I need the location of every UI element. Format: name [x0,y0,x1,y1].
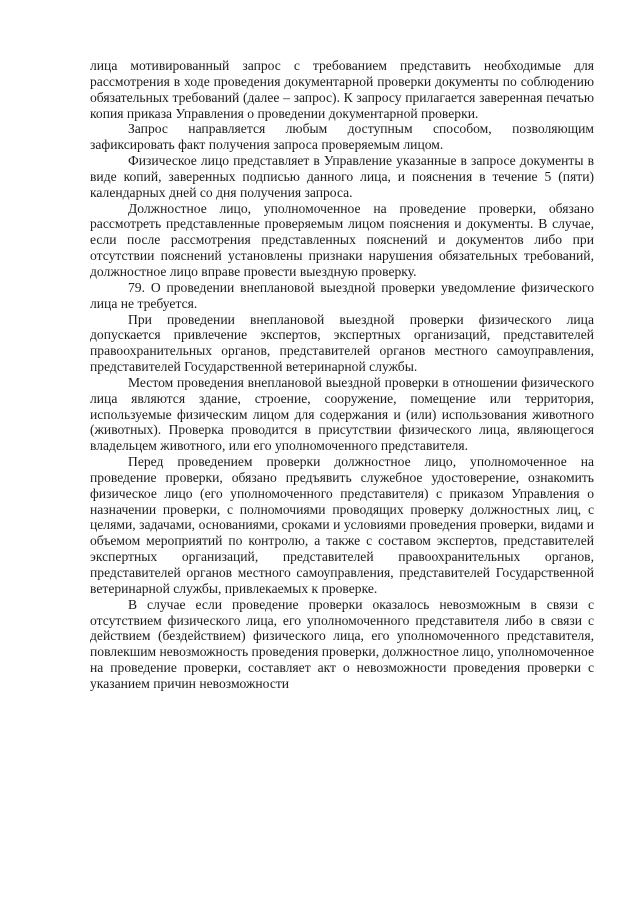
paragraph-documents-submission: Физическое лицо представляет в Управление указанные в запросе документы в виде копий, заверенных подписью данного лица, и пояснения в течение 5 (пяти) календарных дней со дня получения запроса. [90,153,594,200]
document-page [90,58,594,692]
paragraph-experts-involvement: При проведении внеплановой выездной проверки физического лица допускается привлечение экспертов, экспертных организаций, представителей правоохранительных органов, представителей органов местного самоуправления, представителей Государственной ветеринарной службы. [90,311,594,375]
paragraph-item-79: 79. О проведении внеплановой выездной проверки уведомление физического лица не требуется. [90,279,594,311]
paragraph-before-inspection: Перед проведением проверки должностное лицо, уполномоченное на проведение проверки, обязано предъявить служебное удостоверение, ознакомить физическое лицо (его уполномоченного представителя) с приказом Управления о назначении проверки, с полномочиями проводящих проверку должностных лиц, с целями, задачами, основаниями, сроками и условиями проведения проверки, видами и объемом мероприятий по контролю, а также с составом экспертов, представителей экспертных организаций, представителей правоохранительных органов, представителей органов местного самоуправления, представителей Государственной ветеринарной службы, привлекаемых к проверке. [90,454,594,596]
paragraph-inspection-location: Местом проведения внеплановой выездной проверки в отношении физического лица являются здание, строение, сооружение, помещение или территория, используемые физическим лицом для содержания и (или) использования животного (животных). Проверка проводится в присутствии физического лица, являющегося владельцем животного, или его уполномоченного представителя. [90,374,594,454]
paragraph-official-review: Должностное лицо, уполномоченное на проведение проверки, обязано рассмотреть представленные проверяемым лицом пояснения и документы. В случае, если после рассмотрения представленных пояснений и документов либо при отсутствии пояснений установлены признаки нарушения обязательных требований, должностное лицо вправе провести выездную проверку. [90,200,594,279]
paragraph-request-delivery: Запрос направляется любым доступным способом, позволяющим зафиксировать факт получения запроса проверяемым лицом. [90,121,594,153]
paragraph-request-intro: лица мотивированный запрос с требованием представить необходимые для рассмотрения в ходе проведения документарной проверки документы по соблюдению обязательных требований (далее – запрос). К запросу прилагается заверенная печатью копия приказа Управления о проведении документарной проверки. [90,58,594,121]
paragraph-impossibility: В случае если проведение проверки оказалось невозможным в связи с отсутствием физического лица, его уполномоченного представителя либо в связи с действием (бездействием) физического лица, его уполномоченного представителя, повлекшим невозможность проведения проверки, должностное лицо, уполномоченное на проведение проверки, составляет акт о невозможности проведения проверки с указанием причин невозможности [90,596,594,691]
